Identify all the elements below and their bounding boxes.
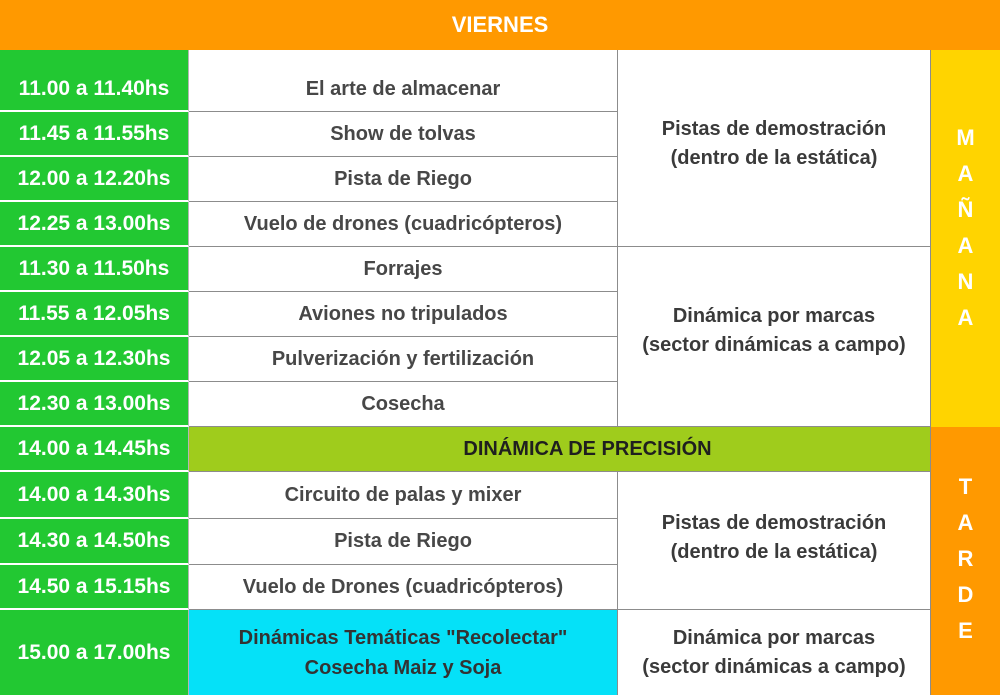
time-slot: 14.50 a 15.15hs <box>0 565 189 610</box>
activity-cell: Circuito de palas y mixer <box>189 472 617 519</box>
location-name: Pistas de demostración <box>661 511 887 534</box>
time-slot: 14.00 a 14.45hs <box>0 427 189 472</box>
activity-cell: Aviones no tripulados <box>189 292 617 337</box>
period-label-morning <box>930 50 1000 427</box>
time-slot: 11.30 a 11.50hs <box>0 247 189 292</box>
highlight-activity-cell <box>189 610 617 695</box>
activity-cell: Pista de Riego <box>189 519 617 565</box>
time-slot: 12.05 a 12.30hs <box>0 337 189 382</box>
time-slot: 11.45 a 11.55hs <box>0 112 189 157</box>
period-word: TARDE <box>957 473 974 643</box>
time-slot: 12.00 a 12.20hs <box>0 157 189 202</box>
time-slot: 11.55 a 12.05hs <box>0 292 189 337</box>
location-name: Dinámica por marcas <box>672 626 876 649</box>
activity-cell: Forrajes <box>189 247 617 292</box>
activity-cell: Pulverización y fertilización <box>189 337 617 382</box>
location-name: Pistas de demostración <box>661 118 887 140</box>
time-slot: 12.30 a 13.00hs <box>0 382 189 427</box>
time-slot: 11.00 a 11.40hs <box>0 50 189 112</box>
time-slot: 14.30 a 14.50hs <box>0 519 189 565</box>
period-label-afternoon <box>930 427 1000 695</box>
day-header <box>0 0 1000 50</box>
activity-cell: Vuelo de Drones (cuadricópteros) <box>189 565 617 610</box>
location-detail: (sector dinámicas a campo) <box>642 333 906 356</box>
period-word: MAÑANA <box>956 124 975 330</box>
activity-cell: Vuelo de drones (cuadricópteros) <box>189 202 617 247</box>
location-detail: (dentro de la estática) <box>670 147 878 169</box>
activity-cell: El arte de almacenar <box>189 50 617 112</box>
location-cell <box>617 472 930 610</box>
highlight-activity-subtitle: Cosecha Maiz y Soja <box>304 656 502 679</box>
location-cell <box>617 247 930 427</box>
schedule-table <box>0 50 1000 695</box>
precision-activity-bar: DINÁMICA DE PRECISIÓN <box>189 427 930 472</box>
activity-cell: Show de tolvas <box>189 112 617 157</box>
location-cell <box>617 610 930 695</box>
activity-cell: Pista de Riego <box>189 157 617 202</box>
day-title: VIERNES <box>451 12 549 37</box>
location-detail: (sector dinámicas a campo) <box>642 655 906 678</box>
location-detail: (dentro de la estática) <box>670 540 878 563</box>
time-slot: 15.00 a 17.00hs <box>0 610 189 695</box>
time-slot: 12.25 a 13.00hs <box>0 202 189 247</box>
location-cell <box>617 50 930 247</box>
location-name: Dinámica por marcas <box>672 304 876 327</box>
time-slot: 14.00 a 14.30hs <box>0 472 189 519</box>
highlight-activity-title: Dinámicas Temáticas "Recolectar" <box>238 626 568 649</box>
activity-cell: Cosecha <box>189 382 617 427</box>
